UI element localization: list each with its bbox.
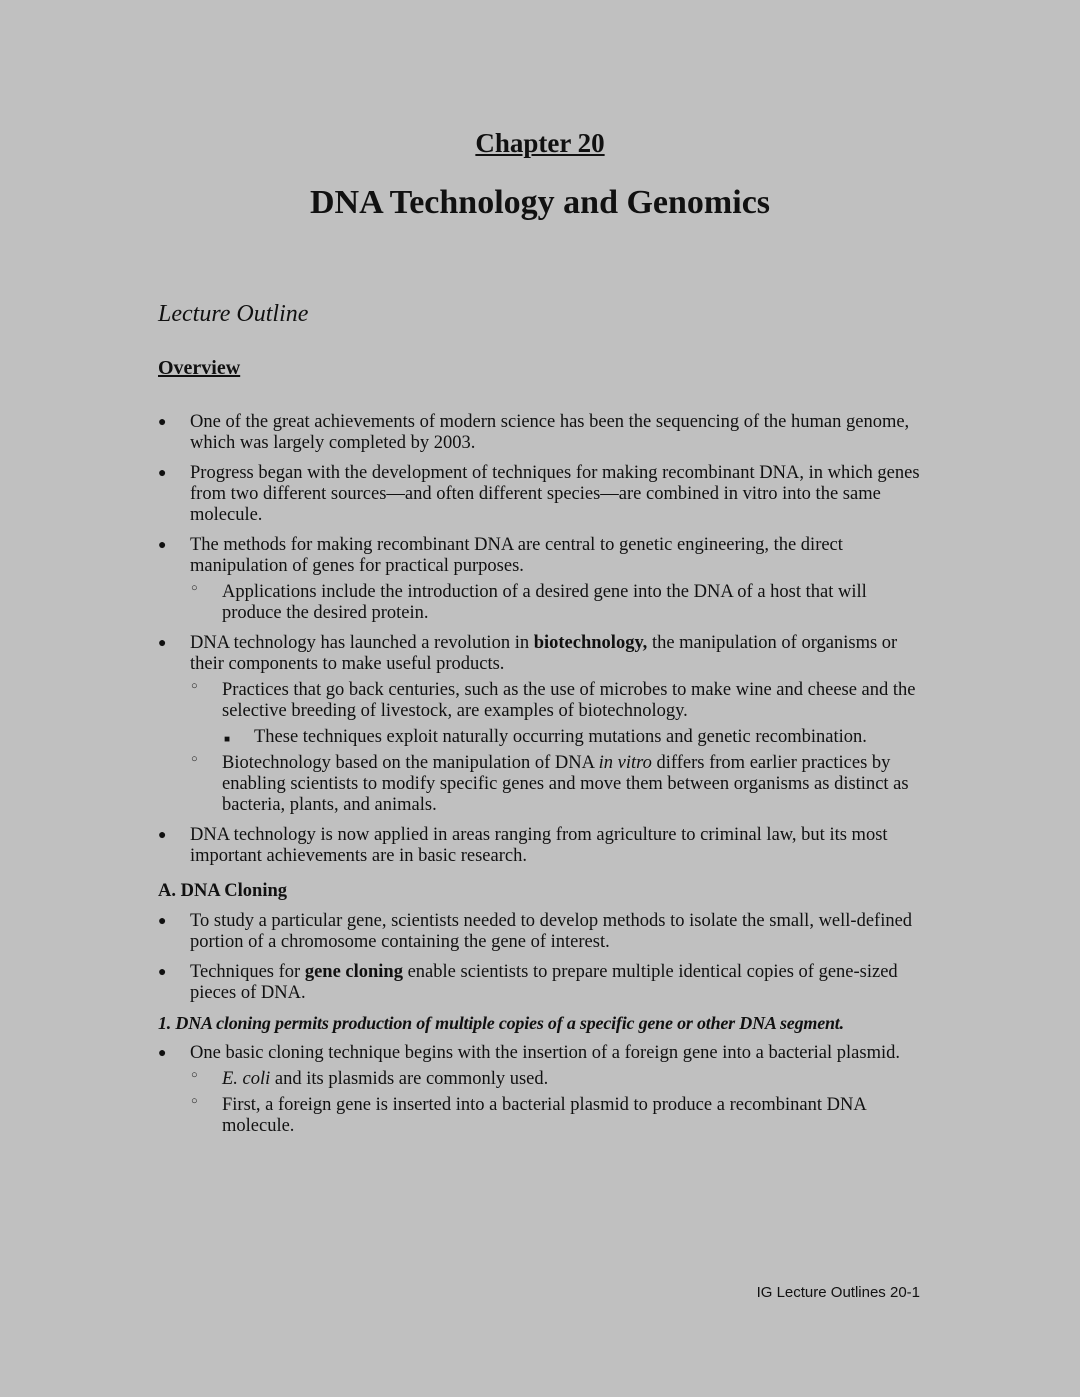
list-item [158,463,928,526]
list-item-text: One basic cloning technique begins with the insertion of a foreign gene into a bacterial plasmid. [190,1043,900,1063]
list-group [158,535,928,624]
bullet-icon: ● [158,914,167,929]
circle-bullet-icon: ○ [191,680,198,692]
list-item-text [190,633,897,674]
circle-bullet-icon: ○ [191,753,198,765]
chapter-heading: Chapter 20 [475,128,605,158]
text-run: Biotechnology based on the manipulation of DNA [222,753,599,773]
list-item [158,1043,928,1064]
list-item-text [190,962,898,1003]
list-item-text: The methods for making recombinant DNA are central to genetic engineering, the direct manipulation of genes for practical purposes. [190,535,843,576]
text-run: differs from earlier practices by enabling scientists to modify specific genes and move them between organisms as distinct as bacteria, plants, and animals. [222,753,909,815]
list-item-text: DNA technology is now applied in areas ranging from agriculture to criminal law, but its most important achievements are in basic research. [190,825,888,866]
list-item [158,825,928,867]
text-run: and its plasmids are commonly used. [270,1069,549,1089]
list-item-text [222,753,909,815]
list-subitem [158,753,928,816]
list-item-text: One of the great achievements of modern science has been the sequencing of the human genome, which was largely completed by 2003. [190,412,910,453]
page-footer: IG Lecture Outlines 20-1 [756,1284,920,1301]
text-run: Techniques for [190,962,305,982]
list-item-text: Applications include the introduction of a desired gene into the DNA of a host that will produce the desired protein. [222,582,867,623]
bullet-icon: ● [158,828,167,843]
overview-heading: Overview [158,357,241,379]
list-group [158,1043,928,1137]
text-run: the manipulation of organisms or their components to make useful products. [190,633,898,674]
term-biotechnology: biotechnology, [533,633,648,653]
text-run: DNA technology has launched a revolution in [190,633,534,653]
circle-bullet-icon: ○ [191,1095,198,1107]
list-item [158,911,928,953]
square-bullet-icon: ■ [224,734,231,745]
list-subitem [158,1069,928,1090]
circle-bullet-icon: ○ [191,582,198,594]
section-heading-dna-cloning: A. DNA Cloning [158,881,288,901]
term-gene-cloning: gene cloning [304,962,403,982]
bullet-icon: ● [158,1046,167,1061]
term-in-vitro: in vitro [598,753,652,773]
list-subitem [158,1095,928,1137]
list-item [158,633,928,675]
outline-body [158,412,928,1146]
list-group [158,633,928,816]
list-item-text: Practices that go back centuries, such as the use of microbes to make wine and cheese and the selective breeding of livestock, are examples of biotechnology. [222,680,916,721]
list-item-text: These techniques exploit naturally occurring mutations and genetic recombination. [254,727,867,747]
list-item-text: First, a foreign gene is inserted into a bacterial plasmid to produce a recombinant DNA molecule. [222,1095,866,1136]
bullet-icon: ● [158,636,167,651]
term-e-coli: E. coli [222,1069,271,1089]
list-item-text: Progress began with the development of techniques for making recombinant DNA, in which genes from two different sources—and often different species—are combined in vitro into the same molecule. [190,463,920,525]
list-subsubitem [158,727,928,748]
list-item-text: To study a particular gene, scientists needed to develop methods to isolate the small, well-defined portion of a chromosome containing the gene of interest. [190,911,913,952]
text-run: enable scientists to prepare multiple identical copies of gene-sized pieces of DNA. [190,962,898,1003]
list-subitem [158,582,928,624]
lecture-outline-heading: Lecture Outline [158,301,309,327]
subsection-heading: 1. DNA cloning permits production of multiple copies of a specific gene or other DNA segment. [158,1013,844,1033]
document-title: DNA Technology and Genomics [309,184,771,221]
bullet-icon: ● [158,415,167,430]
list-item-text [222,1069,548,1089]
circle-bullet-icon: ○ [191,1069,198,1081]
list-item [158,535,928,577]
bullet-icon: ● [158,466,167,481]
list-subitem [158,680,928,722]
list-item [158,962,928,1004]
bullet-icon: ● [158,538,167,553]
list-item [158,412,928,454]
bullet-icon: ● [158,965,167,980]
